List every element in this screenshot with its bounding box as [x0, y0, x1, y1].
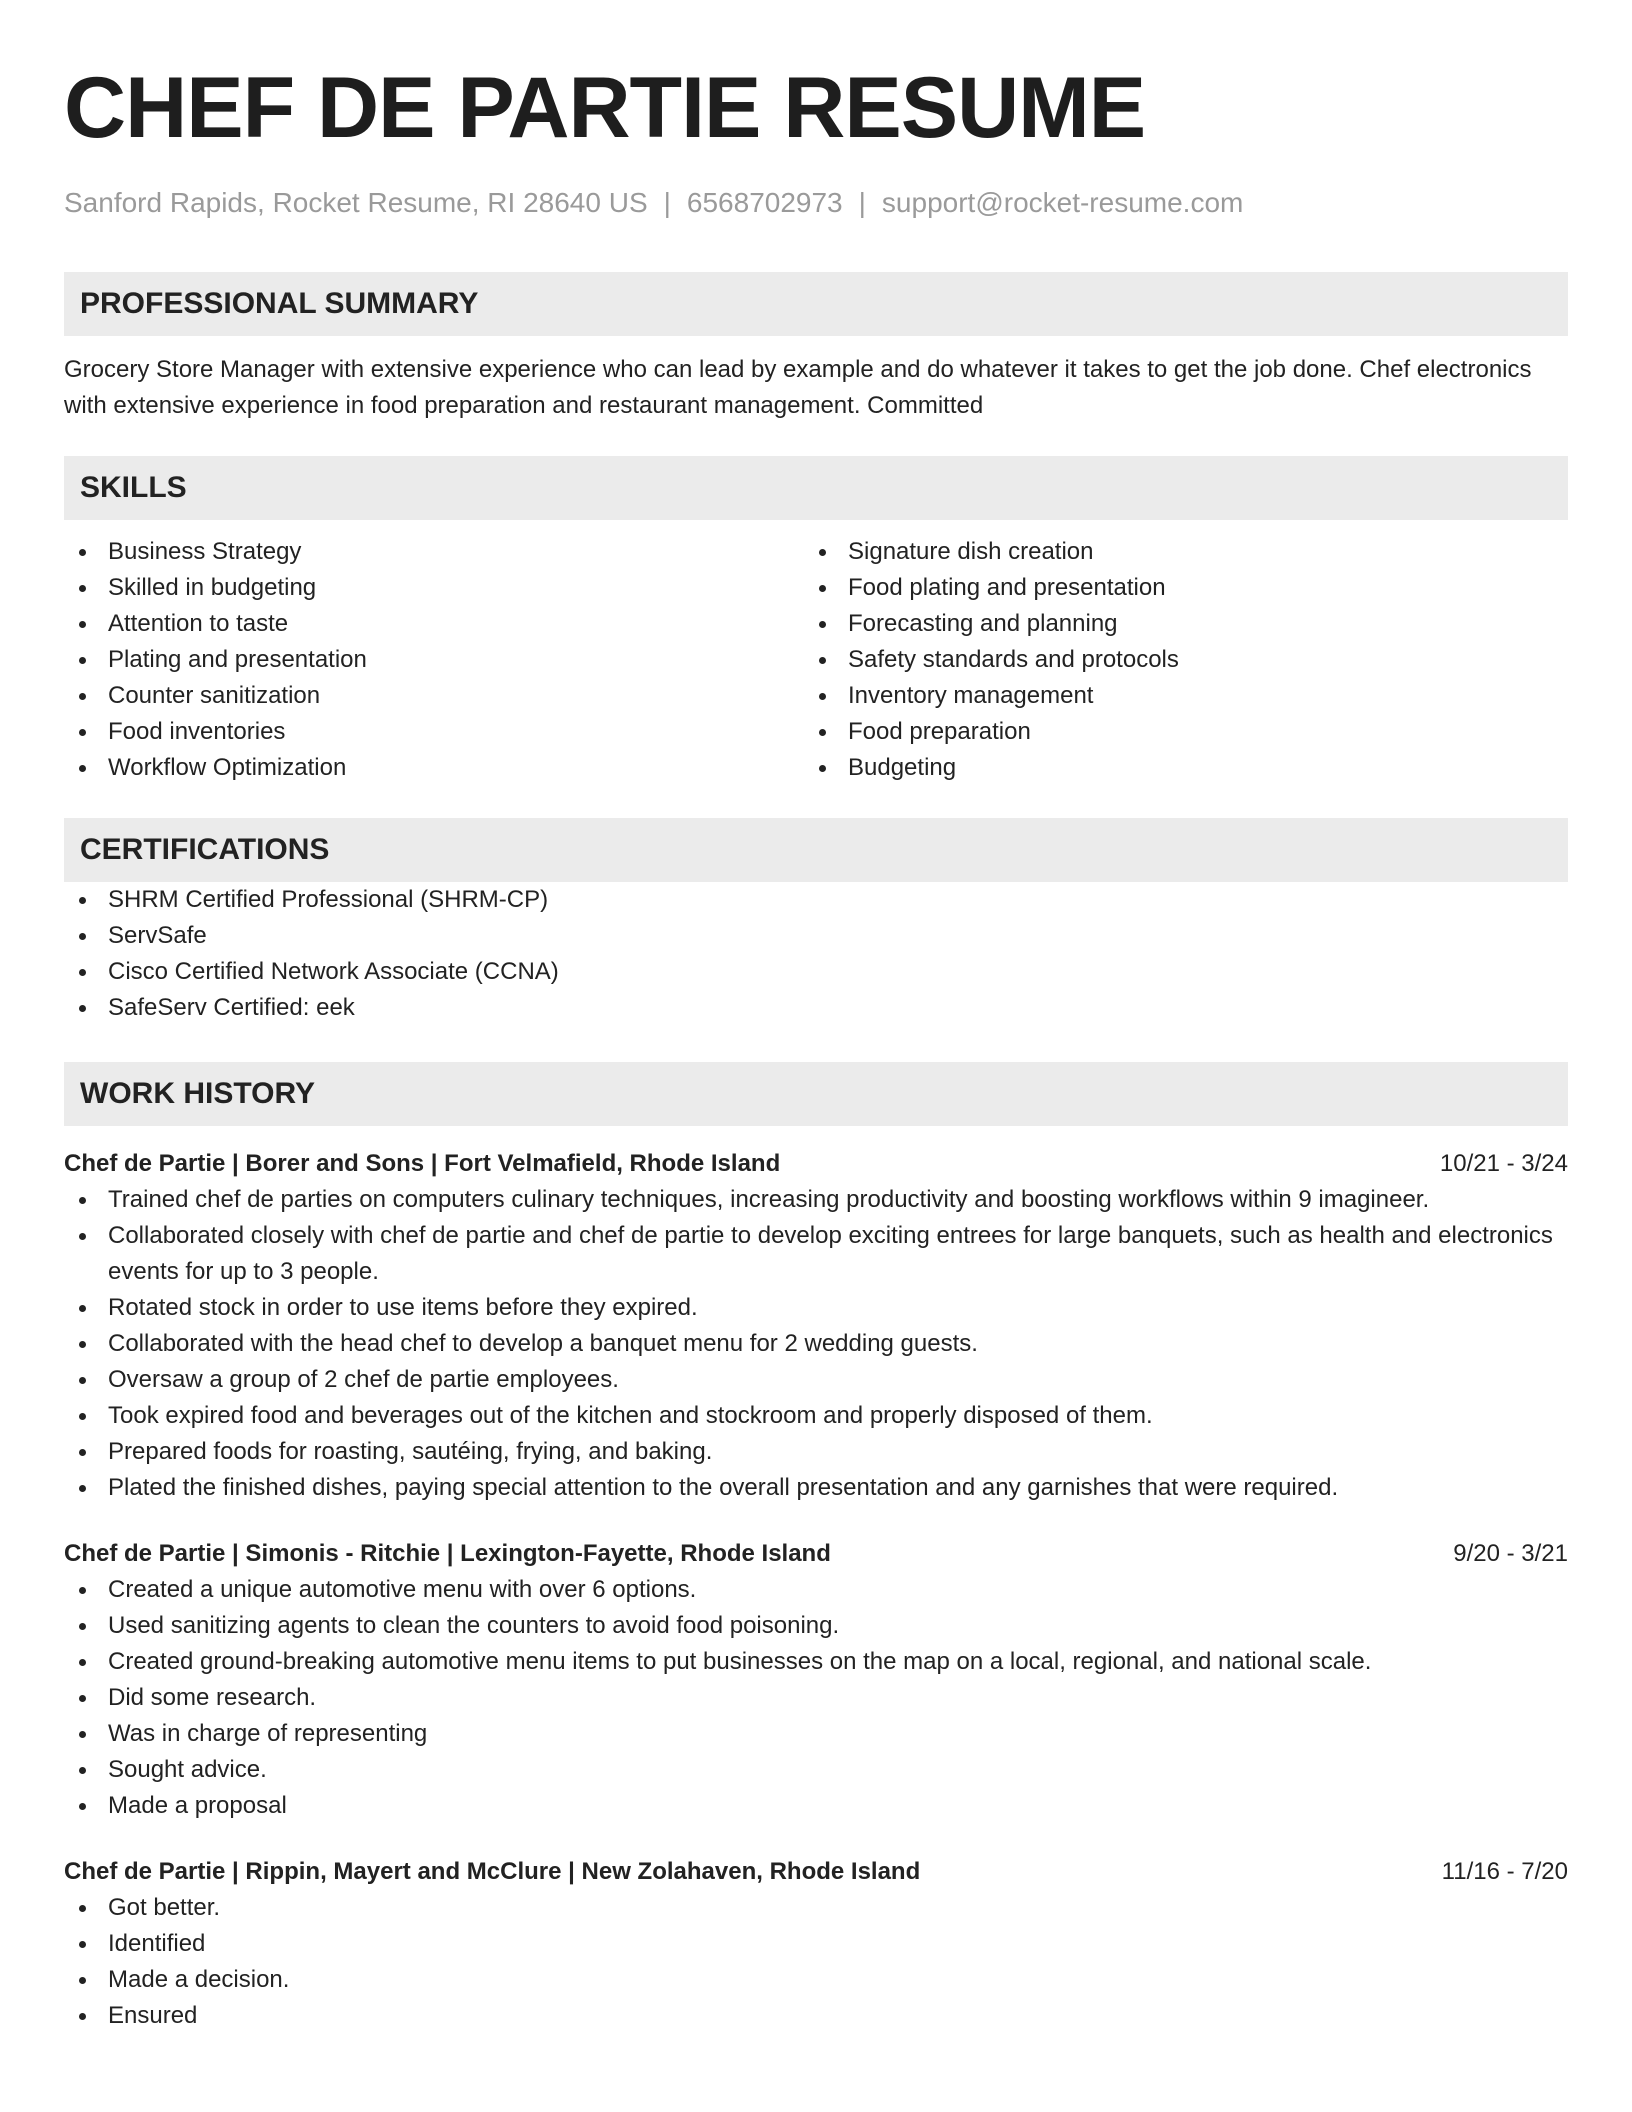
job-bullet: Oversaw a group of 2 chef de partie employees.	[64, 1362, 1568, 1398]
skills-grid	[64, 534, 1568, 786]
job-bullet: Identified	[64, 1926, 1568, 1962]
certifications-list	[64, 882, 1568, 1026]
skill-item: Signature dish creation	[804, 534, 1544, 570]
job-header	[64, 1146, 1568, 1182]
section-header-certifications: CERTIFICATIONS	[64, 818, 1568, 882]
contact-separator: |	[663, 187, 671, 218]
job-bullet: Collaborated closely with chef de partie and chef de partie to develop exciting entrees for large banquets, such as health and electronics events for up to 3 people.	[64, 1218, 1568, 1290]
skill-item: Food plating and presentation	[804, 570, 1544, 606]
skill-item: Workflow Optimization	[64, 750, 804, 786]
skill-item: Business Strategy	[64, 534, 804, 570]
job-bullet: Used sanitizing agents to clean the counters to avoid food poisoning.	[64, 1608, 1568, 1644]
job-bullet: Did some research.	[64, 1680, 1568, 1716]
certification-item: SafeServ Certified: eek	[64, 990, 1568, 1026]
job-bullet: Rotated stock in order to use items before they expired.	[64, 1290, 1568, 1326]
job-bullets	[64, 1572, 1568, 1824]
job-bullet: Created ground-breaking automotive menu items to put businesses on the map on a local, regional, and national scale.	[64, 1644, 1568, 1680]
job-entry	[64, 1854, 1568, 2034]
certification-item: SHRM Certified Professional (SHRM-CP)	[64, 882, 1568, 918]
certification-item: Cisco Certified Network Associate (CCNA)	[64, 954, 1568, 990]
skill-item: Skilled in budgeting	[64, 570, 804, 606]
contact-separator: |	[858, 187, 866, 218]
job-title: Chef de Partie | Borer and Sons | Fort Velmafield, Rhode Island	[64, 1150, 781, 1177]
skills-column-right	[804, 534, 1544, 786]
contact-address: Sanford Rapids, Rocket Resume, RI 28640 US	[64, 187, 648, 218]
resume-title: CHEF DE PARTIE RESUME	[64, 60, 1146, 156]
contact-line	[64, 186, 1568, 220]
job-bullet: Collaborated with the head chef to develop a banquet menu for 2 wedding guests.	[64, 1326, 1568, 1362]
skill-item: Counter sanitization	[64, 678, 804, 714]
skill-item: Budgeting	[804, 750, 1544, 786]
job-bullets	[64, 1890, 1568, 2034]
section-header-work-history: WORK HISTORY	[64, 1062, 1568, 1126]
contact-phone: 6568702973	[686, 187, 843, 218]
job-bullet: Plated the finished dishes, paying special attention to the overall presentation and any garnishes that were required.	[64, 1470, 1568, 1506]
job-title: Chef de Partie | Simonis - Ritchie | Lexington-Fayette, Rhode Island	[64, 1540, 831, 1567]
summary-text: Grocery Store Manager with extensive experience who can lead by example and do whatever it takes to get the job done. Chef electronics with extensive experience in food preparation and restaurant management. Committed	[64, 356, 1532, 419]
skill-item: Food inventories	[64, 714, 804, 750]
job-title: Chef de Partie | Rippin, Mayert and McClure | New Zolahaven, Rhode Island	[64, 1858, 921, 1885]
job-entry	[64, 1146, 1568, 1506]
job-bullet: Sought advice.	[64, 1752, 1568, 1788]
skill-item: Attention to taste	[64, 606, 804, 642]
job-bullet: Created a unique automotive menu with over 6 options.	[64, 1572, 1568, 1608]
contact-email: support@rocket-resume.com	[881, 187, 1244, 218]
job-header	[64, 1854, 1568, 1890]
job-bullet: Was in charge of representing	[64, 1716, 1568, 1752]
job-dates: 11/16 - 7/20	[1441, 1858, 1568, 1885]
skill-item: Food preparation	[804, 714, 1544, 750]
skills-list-right	[804, 534, 1544, 786]
section-header-summary: PROFESSIONAL SUMMARY	[64, 272, 1568, 336]
job-header	[64, 1536, 1568, 1572]
skills-list-left	[64, 534, 804, 786]
skill-item: Plating and presentation	[64, 642, 804, 678]
job-bullet: Ensured	[64, 1998, 1568, 2034]
job-bullet: Made a decision.	[64, 1962, 1568, 1998]
job-bullet: Made a proposal	[64, 1788, 1568, 1824]
job-bullets	[64, 1182, 1568, 1506]
job-bullet: Trained chef de parties on computers culinary techniques, increasing productivity and boosting workflows within 9 imagineer.	[64, 1182, 1568, 1218]
job-dates: 9/20 - 3/21	[1453, 1540, 1568, 1567]
certification-item: ServSafe	[64, 918, 1568, 954]
job-bullet: Got better.	[64, 1890, 1568, 1926]
job-dates: 10/21 - 3/24	[1439, 1150, 1568, 1177]
section-header-skills: SKILLS	[64, 456, 1568, 520]
job-bullet: Took expired food and beverages out of the kitchen and stockroom and properly disposed of them.	[64, 1398, 1568, 1434]
skill-item: Forecasting and planning	[804, 606, 1544, 642]
job-bullet: Prepared foods for roasting, sautéing, frying, and baking.	[64, 1434, 1568, 1470]
skill-item: Safety standards and protocols	[804, 642, 1544, 678]
skills-column-left	[64, 534, 804, 786]
skill-item: Inventory management	[804, 678, 1544, 714]
job-entry	[64, 1536, 1568, 1824]
